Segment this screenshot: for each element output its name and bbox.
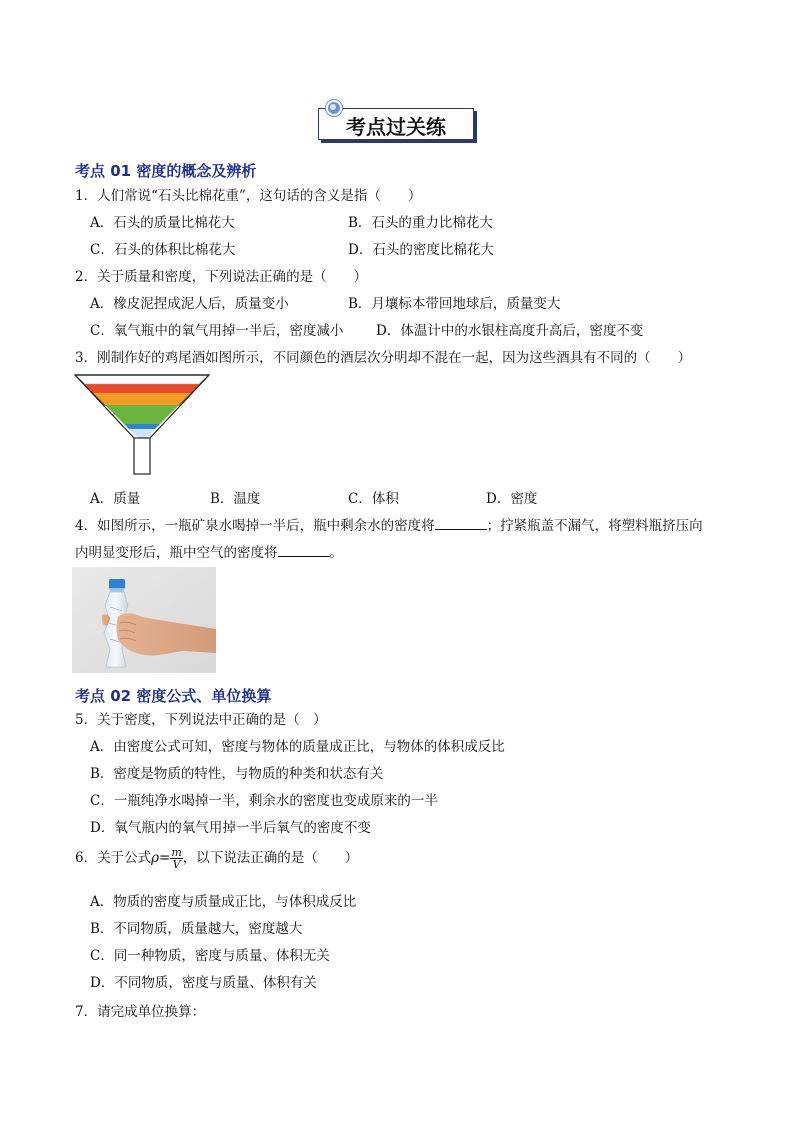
formula-numerator: m [171, 846, 182, 859]
question-4-line-2 [75, 541, 343, 561]
funnel-layer-red [84, 384, 200, 393]
question-6-option-d: D．不同物质，密度与质量、体积有关 [90, 975, 317, 991]
question-4-line-1 [75, 514, 703, 534]
question-6-option-a: A．物质的密度与质量成正比，与体积成反比 [90, 894, 357, 910]
section-heading-1: 考点 01 密度的概念及辨析 [75, 162, 257, 180]
question-1-stem: 1．人们常说“石头比棉花重”，这句话的含义是指（ ） [75, 188, 422, 204]
question-1-option-a: A．石头的质量比棉花大 [90, 215, 235, 231]
title-box [318, 108, 474, 140]
question-2-option-b: B．月壤标本带回地球后，质量变大 [348, 296, 561, 312]
funnel-layer-orange [93, 393, 191, 405]
question-2-option-a: A．橡皮泥捏成泥人后，质量变小 [90, 296, 289, 312]
question-4-text-1b: ；拧紧瓶盖不漏气，将塑料瓶挤压向 [486, 518, 703, 534]
question-3-stem: 3．刚制作好的鸡尾酒如图所示，不同颜色的酒层次分明却不混在一起，因为这些酒具有不同的（ ） [75, 350, 692, 366]
question-6-option-b: B．不同物质，质量越大，密度越大 [90, 921, 303, 937]
question-1-option-b: B．石头的重力比棉花大 [348, 215, 493, 231]
funnel-stem [134, 438, 150, 474]
bottle-cap-icon [109, 579, 125, 589]
question-5-option-b: B．密度是物质的特性，与物质的种类和状态有关 [90, 766, 384, 782]
question-6-stem [75, 846, 358, 870]
funnel-layer-blue [124, 424, 160, 429]
question-3-option-a: A．质量 [90, 491, 141, 507]
question-4-text-1a: 4．如图所示，一瓶矿泉水喝掉一半后，瓶中剩余水的密度将 [75, 518, 435, 534]
title-decoration-inner-icon [330, 104, 336, 110]
question-3-option-b: B．温度 [210, 491, 261, 507]
question-7-stem: 7．请完成单位换算： [75, 1004, 206, 1020]
question-4-blank-2[interactable] [278, 544, 330, 557]
question-1-option-c: C．石头的体积比棉花大 [90, 242, 236, 258]
question-6-text-a: 6．关于公式 [75, 850, 152, 866]
question-5-option-a: A．由密度公式可知，密度与物体的质量成正比，与物体的体积成反比 [90, 739, 505, 755]
section-heading-2: 考点 02 密度公式、单位换算 [75, 687, 272, 705]
question-5-option-c: C．一瓶纯净水喝掉一半，剩余水的密度也变成原来的一半 [90, 793, 438, 809]
question-3-option-c: C．体积 [348, 491, 399, 507]
cocktail-funnel-figure [72, 372, 212, 476]
question-5-option-d: D．氧气瓶内的氧气用掉一半后氧气的密度不变 [90, 820, 371, 836]
question-5-stem: 5．关于密度，下列说法中正确的是（ ） [75, 712, 327, 728]
question-6-text-b: ，以下说法正确的是（ ） [182, 850, 359, 866]
question-1-option-d: D．石头的密度比棉花大 [348, 242, 494, 258]
question-4-blank-1[interactable] [435, 517, 487, 530]
squeezed-bottle-photo [72, 567, 216, 673]
question-3-option-d: D．密度 [486, 491, 538, 507]
formula-denominator: V [172, 858, 181, 871]
density-formula-fraction [170, 847, 182, 870]
question-6-option-c: C．同一种物质，密度与质量、体积无关 [90, 948, 330, 964]
question-2-stem: 2．关于质量和密度，下列说法正确的是（ ） [75, 269, 368, 285]
question-4-text-2b: 。 [329, 545, 343, 561]
density-formula-rho: ρ= [151, 850, 171, 866]
question-4-text-2a: 内明显变形后，瓶中空气的密度将 [75, 545, 278, 561]
page-title: 考点过关练 [346, 115, 446, 139]
question-2-option-c: C．氧气瓶中的氧气用掉一半后，密度减小 [90, 323, 344, 339]
funnel-layer-green [105, 405, 179, 424]
question-2-option-d: D．体温计中的水银柱高度升高后，密度不变 [376, 323, 644, 339]
